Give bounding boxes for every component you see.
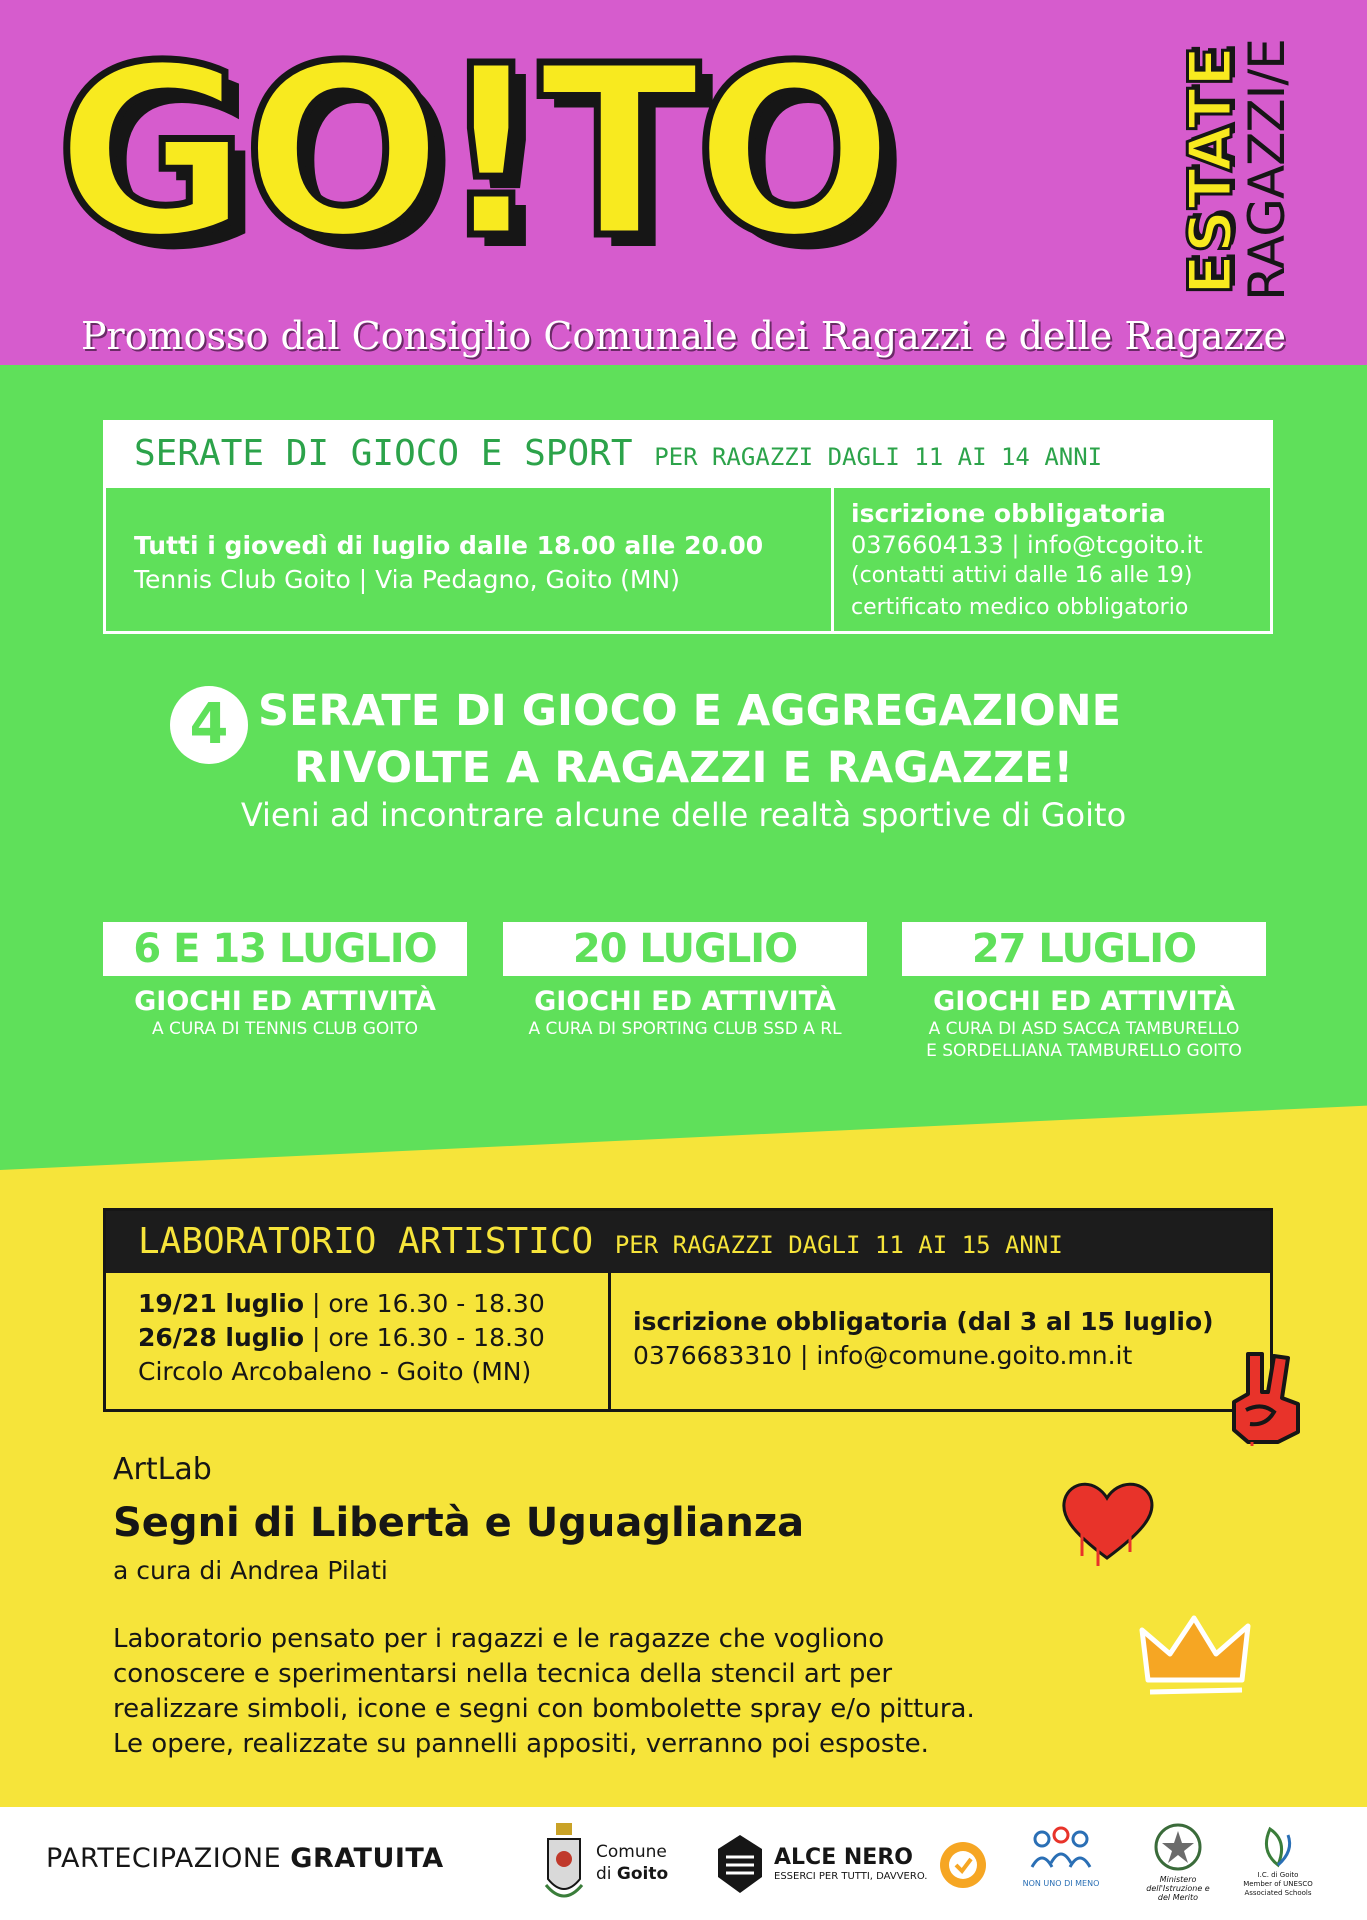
- alce-nero-tagline: ESSERCI PER TUTTI, DAVVERO.: [774, 1871, 928, 1882]
- coat-of-arms-icon: [542, 1821, 586, 1907]
- lab-title: [138, 1221, 1063, 1262]
- sport-title-bar: [106, 423, 1270, 488]
- header-band: [0, 0, 1367, 365]
- sport-when: Tutti i giovedì di luglio dalle 18.00 alle 20.00: [134, 531, 764, 560]
- participation-text: [46, 1843, 444, 1874]
- lab-contact: 0376683310 | info@comune.goito.mn.it: [633, 1341, 1133, 1370]
- unesco-line-2: Member of UNESCO: [1243, 1880, 1313, 1888]
- sport-title-age: PER RAGAZZI DAGLI 11 AI 14 ANNI: [654, 443, 1103, 471]
- date-column-1: [103, 922, 467, 1040]
- logo-estate-ragazzie: [1175, 20, 1305, 320]
- participation-label: PARTECIPAZIONE: [46, 1843, 282, 1874]
- lab-title-bar: [106, 1211, 1270, 1273]
- artlab-desc-line-2: conoscere e sperimentarsi nella tecnica della stencil art per: [113, 1659, 893, 1689]
- comune-di: di: [596, 1864, 612, 1884]
- lab-info-box: [103, 1208, 1273, 1412]
- non-uno-di-meno-text: NON UNO DI MENO: [1022, 1879, 1100, 1888]
- lab-date-1-time: | ore 16.30 - 18.30: [311, 1289, 545, 1318]
- lab-divider: [608, 1273, 611, 1409]
- comune-line-1: Comune: [596, 1842, 667, 1862]
- date-activity: GIOCHI ED ATTIVITÀ: [933, 986, 1235, 1017]
- lab-title-main: LABORATORIO ARTISTICO: [138, 1221, 594, 1262]
- date-organizer: A CURA DI ASD SACCA TAMBURELLO: [928, 1019, 1240, 1039]
- sport-registration: iscrizione obbligatoria: [851, 499, 1166, 528]
- alce-nero-emblem-icon: [712, 1829, 768, 1899]
- lab-registration: iscrizione obbligatoria (dal 3 al 15 luglio): [633, 1307, 1214, 1336]
- unesco-line-3: Associated Schools: [1244, 1889, 1312, 1897]
- lab-date-1-days: 19/21 luglio: [138, 1289, 304, 1318]
- ministero-text: [1140, 1875, 1216, 1902]
- highlight-line-3: Vieni ad incontrare alcune delle realtà sportive di Goito: [240, 796, 1127, 834]
- artlab-author: a cura di Andrea Pilati: [113, 1556, 388, 1585]
- logo-unesco-school: [1238, 1821, 1318, 1907]
- comune-text: [596, 1841, 668, 1885]
- highlight-line-1: SERATE DI GIOCO E AGGREGAZIONE: [258, 686, 1122, 736]
- unesco-text: [1238, 1871, 1318, 1898]
- logo-comune-goito: [542, 1821, 682, 1907]
- unesco-line-1: I.C. di Goito: [1257, 1871, 1299, 1879]
- date-organizer-2: E SORDELLIANA TAMBURELLO GOITO: [926, 1041, 1242, 1061]
- artlab-label: ArtLab: [113, 1452, 212, 1487]
- sport-title: [134, 433, 1102, 474]
- footer: [0, 1807, 1367, 1920]
- artlab-description: [113, 1622, 1073, 1762]
- sport-where: Tennis Club Goito | Via Pedagno, Goito (MN): [134, 565, 680, 594]
- number-badge: 4: [170, 686, 248, 764]
- artlab-desc-line-1: Laboratorio pensato per i ragazzi e le ragazze che vogliono: [113, 1624, 885, 1654]
- promoted-by-text: Promosso dal Consiglio Comunale dei Ragazzi e delle Ragazze: [80, 314, 1286, 358]
- lab-date-1: [138, 1289, 545, 1318]
- participation-free: GRATUITA: [290, 1843, 444, 1874]
- logo-goito: GO!TO: [55, 15, 889, 290]
- date-label: 6 E 13 LUGLIO: [103, 922, 467, 976]
- lab-date-2-days: 26/28 luglio: [138, 1323, 304, 1352]
- logo-estate-text: ESTATE: [1176, 44, 1246, 296]
- artlab-title: Segni di Libertà e Uguaglianza: [113, 1500, 805, 1546]
- sport-certificate: certificato medico obbligatorio: [851, 595, 1189, 620]
- sport-info-box: [103, 420, 1273, 634]
- ministero-line-2: dell'Istruzione e: [1146, 1884, 1210, 1893]
- sport-divider: [831, 485, 834, 631]
- logo-alce-nero: [712, 1821, 928, 1907]
- republic-emblem-icon: [1140, 1821, 1216, 1873]
- ministero-line-3: del Merito: [1157, 1893, 1199, 1902]
- highlight-line-2: RIVOLTE A RAGAZZI E RAGAZZE!: [293, 743, 1074, 793]
- peace-hand-icon: [1218, 1346, 1310, 1446]
- partner-badge-icon: [938, 1835, 988, 1895]
- alce-nero-name: ALCE NERO: [774, 1845, 913, 1870]
- lab-date-2: [138, 1323, 545, 1352]
- people-group-icon: [1020, 1821, 1102, 1877]
- sport-contact-hours: (contatti attivi dalle 16 alle 19): [851, 563, 1193, 588]
- unesco-leaf-icon: [1238, 1821, 1318, 1869]
- heart-icon: [1052, 1470, 1162, 1570]
- lab-title-age: PER RAGAZZI DAGLI 11 AI 15 ANNI: [614, 1231, 1063, 1259]
- date-label: 20 LUGLIO: [503, 922, 867, 976]
- lab-place: Circolo Arcobaleno - Goito (MN): [138, 1357, 532, 1386]
- date-activity: GIOCHI ED ATTIVITÀ: [534, 986, 836, 1017]
- lab-date-2-time: | ore 16.30 - 18.30: [311, 1323, 545, 1352]
- logo-circle-partner: [938, 1821, 988, 1907]
- comune-line-2: [596, 1863, 668, 1885]
- logo-ministero: [1140, 1821, 1216, 1907]
- sport-contact: 0376604133 | info@tcgoito.it: [851, 531, 1203, 559]
- date-organizer: A CURA DI TENNIS CLUB GOITO: [151, 1019, 419, 1039]
- date-column-2: [503, 922, 867, 1040]
- logo-ragazzie-text: RAGAZZI/E: [1238, 39, 1296, 301]
- date-organizer: A CURA DI SPORTING CLUB SSD A RL: [528, 1019, 842, 1039]
- date-label: 27 LUGLIO: [902, 922, 1266, 976]
- crown-icon: [1138, 1610, 1254, 1700]
- artlab-desc-line-3: realizzare simboli, icone e segni con bombolette spray e/o pittura.: [113, 1694, 975, 1724]
- ministero-line-1: Ministero: [1159, 1875, 1197, 1884]
- comune-goito: Goito: [616, 1864, 669, 1884]
- sport-title-main: SERATE DI GIOCO E SPORT: [134, 433, 633, 474]
- logo-non-uno-di-meno: [1020, 1821, 1102, 1907]
- date-column-3: [902, 922, 1266, 1062]
- artlab-desc-line-4: Le opere, realizzate su pannelli appositi, verranno poi esposte.: [113, 1729, 929, 1759]
- date-activity: GIOCHI ED ATTIVITÀ: [134, 986, 436, 1017]
